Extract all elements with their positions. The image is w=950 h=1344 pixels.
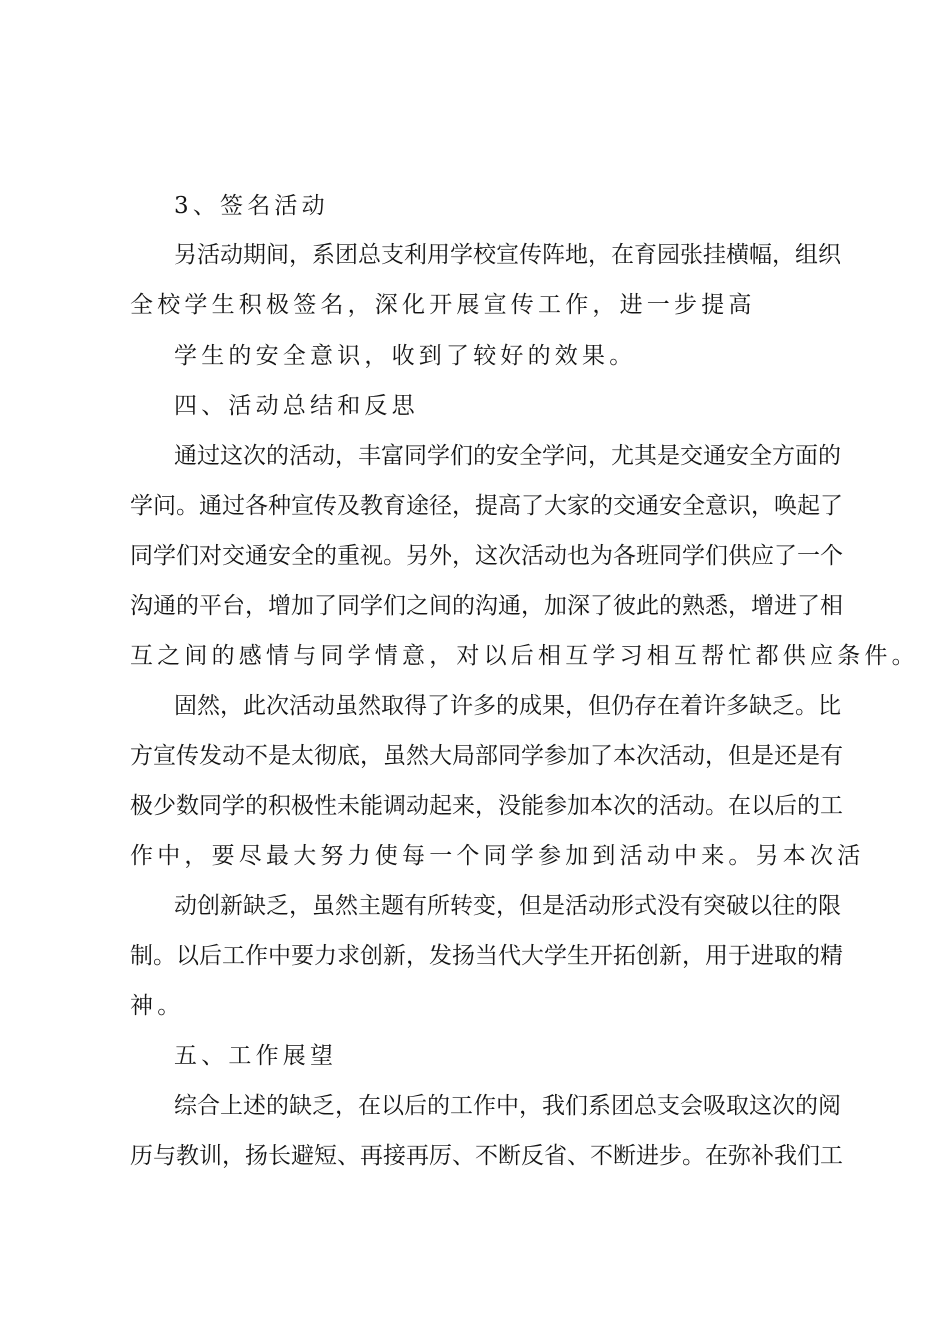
- section-heading-summary: 四、活动总结和反思: [174, 393, 419, 419]
- section-heading-outlook: 五、工作展望: [174, 1043, 338, 1069]
- paragraph-line: 综合上述的缺乏，在以后的工作中，我们系团总支会吸取这次的阅: [174, 1093, 841, 1119]
- paragraph-line: 历与教训，扬长避短、再接再厉、不断反省、不断进步。在弥补我们工: [130, 1143, 843, 1169]
- paragraph-line: 互之间的感情与同学情意，对以后相互学习相互帮忙都供应条件。: [130, 643, 919, 669]
- paragraph-line: 学生的安全意识，收到了较好的效果。: [174, 343, 637, 369]
- paragraph-line: 方宣传发动不是太彻底，虽然大局部同学参加了本次活动，但是还是有: [130, 743, 843, 769]
- paragraph-line: 神。: [130, 993, 185, 1019]
- paragraph-line: 固然，此次活动虽然取得了许多的成果，但仍存在着许多缺乏。比: [174, 693, 841, 719]
- paragraph-line: 极少数同学的积极性未能调动起来，没能参加本次的活动。在以后的工: [130, 793, 843, 819]
- paragraph-line: 另活动期间，系团总支利用学校宣传阵地，在育园张挂横幅，组织: [174, 242, 841, 268]
- paragraph-line: 同学们对交通安全的重视。另外，这次活动也为各班同学们供应了一个: [130, 543, 843, 569]
- paragraph-line: 沟通的平台，增加了同学们之间的沟通，加深了彼此的熟悉，增进了相: [130, 593, 843, 619]
- paragraph-line: 动创新缺乏，虽然主题有所转变，但是活动形式没有突破以往的限: [174, 893, 841, 919]
- section-heading-signing: 3、签名活动: [174, 193, 329, 219]
- paragraph-line: 通过这次的活动，丰富同学们的安全学问，尤其是交通安全方面的: [174, 443, 841, 469]
- paragraph-line: 作中，要尽最大努力使每一个同学参加到活动中来。另本次活: [130, 843, 865, 869]
- paragraph-line: 制。以后工作中要力求创新，发扬当代大学生开拓创新，用于进取的精: [130, 943, 843, 969]
- paragraph-line: 全校学生积极签名，深化开展宣传工作，进一步提高: [130, 292, 756, 318]
- paragraph-line: 学问。通过各种宣传及教育途径，提高了大家的交通安全意识，唤起了: [130, 493, 843, 519]
